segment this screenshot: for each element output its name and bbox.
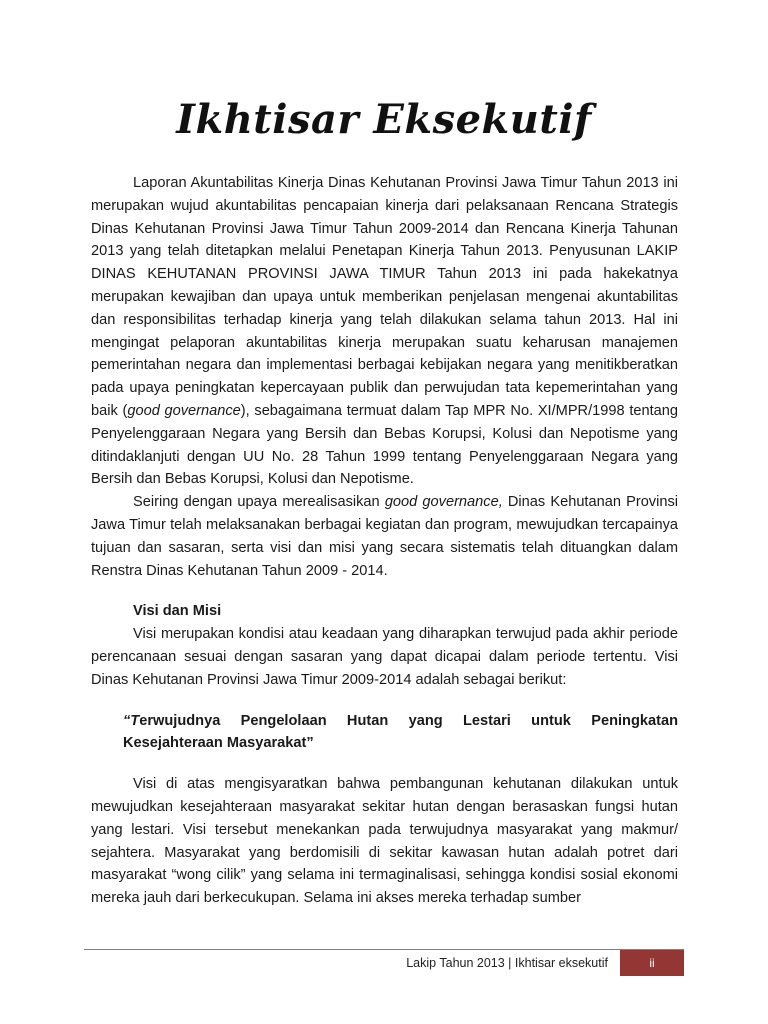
- page-title: Ikhtisar Eksekutif: [176, 96, 592, 143]
- paragraph-intro: [91, 172, 678, 491]
- paragraph-intro-italic: good governance: [127, 402, 241, 419]
- vision-quote: [123, 710, 678, 756]
- page-footer: [84, 950, 684, 976]
- paragraph-visi-definition: Visi merupakan kondisi atau keadaan yang diharapkan terwujud pada akhir periode perencanaan sesuai dengan sasaran yang dapat dicapai dalam periode tertentu. Visi Dinas Kehutanan Provinsi Jawa Timur 2009-2014 adalah sebagai berikut:: [91, 626, 678, 688]
- vision-quote-text: erwujudnya Pengelolaan Hutan yang Lestari untuk Peningkatan Kesejahteraan Masyarakat”: [123, 712, 678, 752]
- document-body: [91, 172, 678, 910]
- paragraph-good-governance-text-b: Dinas Kehutanan Provinsi Jawa Timur telah melaksanakan berbagai kegiatan dan program, mewujudkan tercapainya tujuan dan sasaran, serta visi dan misi yang secara sistematis telah dituangkan dalam Renstra Dinas Kehutanan Tahun 2009 - 2014.: [91, 494, 679, 579]
- section-heading-visi-misi: Visi dan Misi: [133, 603, 222, 620]
- paragraph-intro-text-a: Laporan Akuntabilitas Kinerja Dinas Kehutanan Provinsi Jawa Timur Tahun 2013 ini merupakan wujud akuntabilitas pencapaian kinerja dari pelaksanaan Rencana Strategis Dinas Kehutanan Provinsi Jawa Timur Tahun 2009-2014 dan Rencana Kinerja Tahunan 2013 yang telah ditetapkan melalui Penetapan Kinerja Tahun 2013. Penyusunan LAKIP DINAS KEHUTANAN PROVINSI JAWA TIMUR Tahun 2013 ini pada hakekatnya merupakan kewajiban dan upaya untuk memberikan penjelasan mengenai akuntabilitas dan responsibilitas terhadap kinerja yang telah dilakukan selama tahun 2013. Hal ini mengingat pelaporan akuntabilitas kinerja merupakan suatu keharusan manajemen pemerintahan negara dan implementasi berbagai kebijakan negara yang menitikberatkan pada upaya peningkatan kepercayaan publik dan perwujudan tata kepemerintahan yang baik (: [91, 175, 678, 419]
- paragraph-good-governance-italic: good governance,: [384, 494, 503, 511]
- paragraph-good-governance-text-a: Seiring dengan upaya merealisasikan: [133, 494, 385, 511]
- paragraph-good-governance: [91, 491, 678, 582]
- footer-label: Lakip Tahun 2013 | Ikhtisar eksekutif: [406, 956, 608, 970]
- paragraph-intro-text-b: ), sebagaimana termuat dalam Tap MPR No. XI/MPR/1998 tentang Penyelenggaraan Negara yang Bersih dan Bebas Korupsi, Kolusi dan Nepotisme yang ditindaklanjuti dengan UU No. 28 Tahun 1999 tentang Penyelenggaraan Negara yang Bersih dan Bebas Korupsi, Kolusi dan Nepotisme.: [91, 402, 679, 488]
- vision-quote-open: “T: [123, 712, 140, 729]
- paragraph-visi-explanation: Visi di atas mengisyaratkan bahwa pembangunan kehutanan dilakukan untuk mewujudkan kesejahteraan masyarakat sekitar hutan dengan berasaskan fungsi hutan yang lestari. Visi tersebut menekankan pada terwujudnya masyarakat yang makmur/ sejahtera. Masyarakat yang berdomisili di sekitar kawasan hutan adalah potret dari masyarakat “wong cilik” yang selama ini termaginalisasi, sehingga kondisi sosial ekonomi mereka jauh dari berkecukupan. Selama ini akses mereka terhadap sumber: [91, 776, 678, 907]
- page-number-badge: ii: [620, 950, 684, 976]
